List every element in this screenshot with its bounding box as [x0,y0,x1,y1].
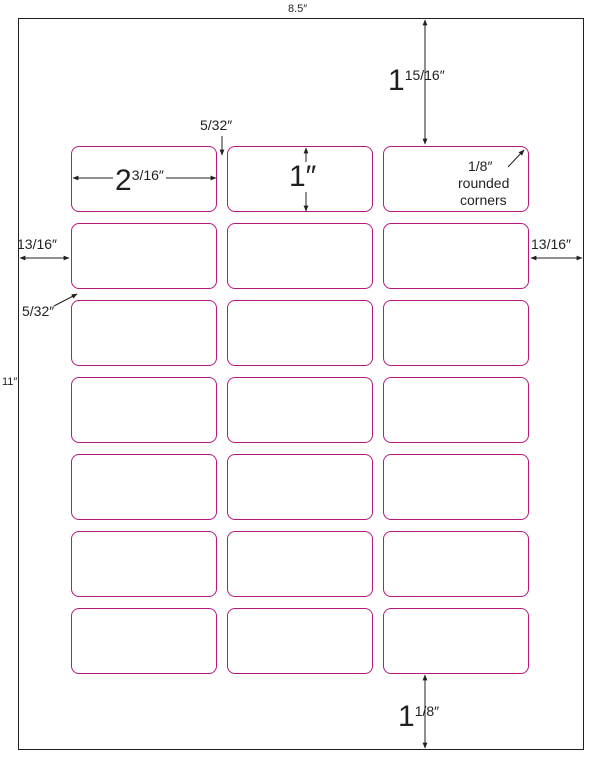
corner-label-line1: rounded [458,175,510,191]
vertical-gap-label: 5/32″ [22,303,55,319]
bottom-margin-label [398,702,439,732]
label-width-label [113,166,166,196]
left-margin-label: 13/16″ [17,236,57,252]
corner-radius-label: 1/8″ [468,158,493,174]
top-margin-label [388,66,445,96]
label-height-label: 1″ [286,162,319,192]
sheet-width-label: 8.5″ [288,3,308,15]
label-width-whole: 2 [115,164,132,197]
corner-label-line2: corners [460,192,507,208]
top-margin-fraction: 15/16″ [404,67,445,83]
bottom-margin-whole: 1 [398,700,415,733]
horizontal-gap-label: 5/32″ [200,117,233,133]
vertical-gap-arrow [54,294,77,306]
sheet-height-label: 11″ [2,376,18,388]
bottom-margin-fraction: 1/8″ [414,703,440,719]
top-margin-whole: 1 [388,64,405,97]
right-margin-label: 13/16″ [531,236,571,252]
corner-arrow [508,150,524,167]
label-width-fraction: 3/16″ [131,167,164,183]
